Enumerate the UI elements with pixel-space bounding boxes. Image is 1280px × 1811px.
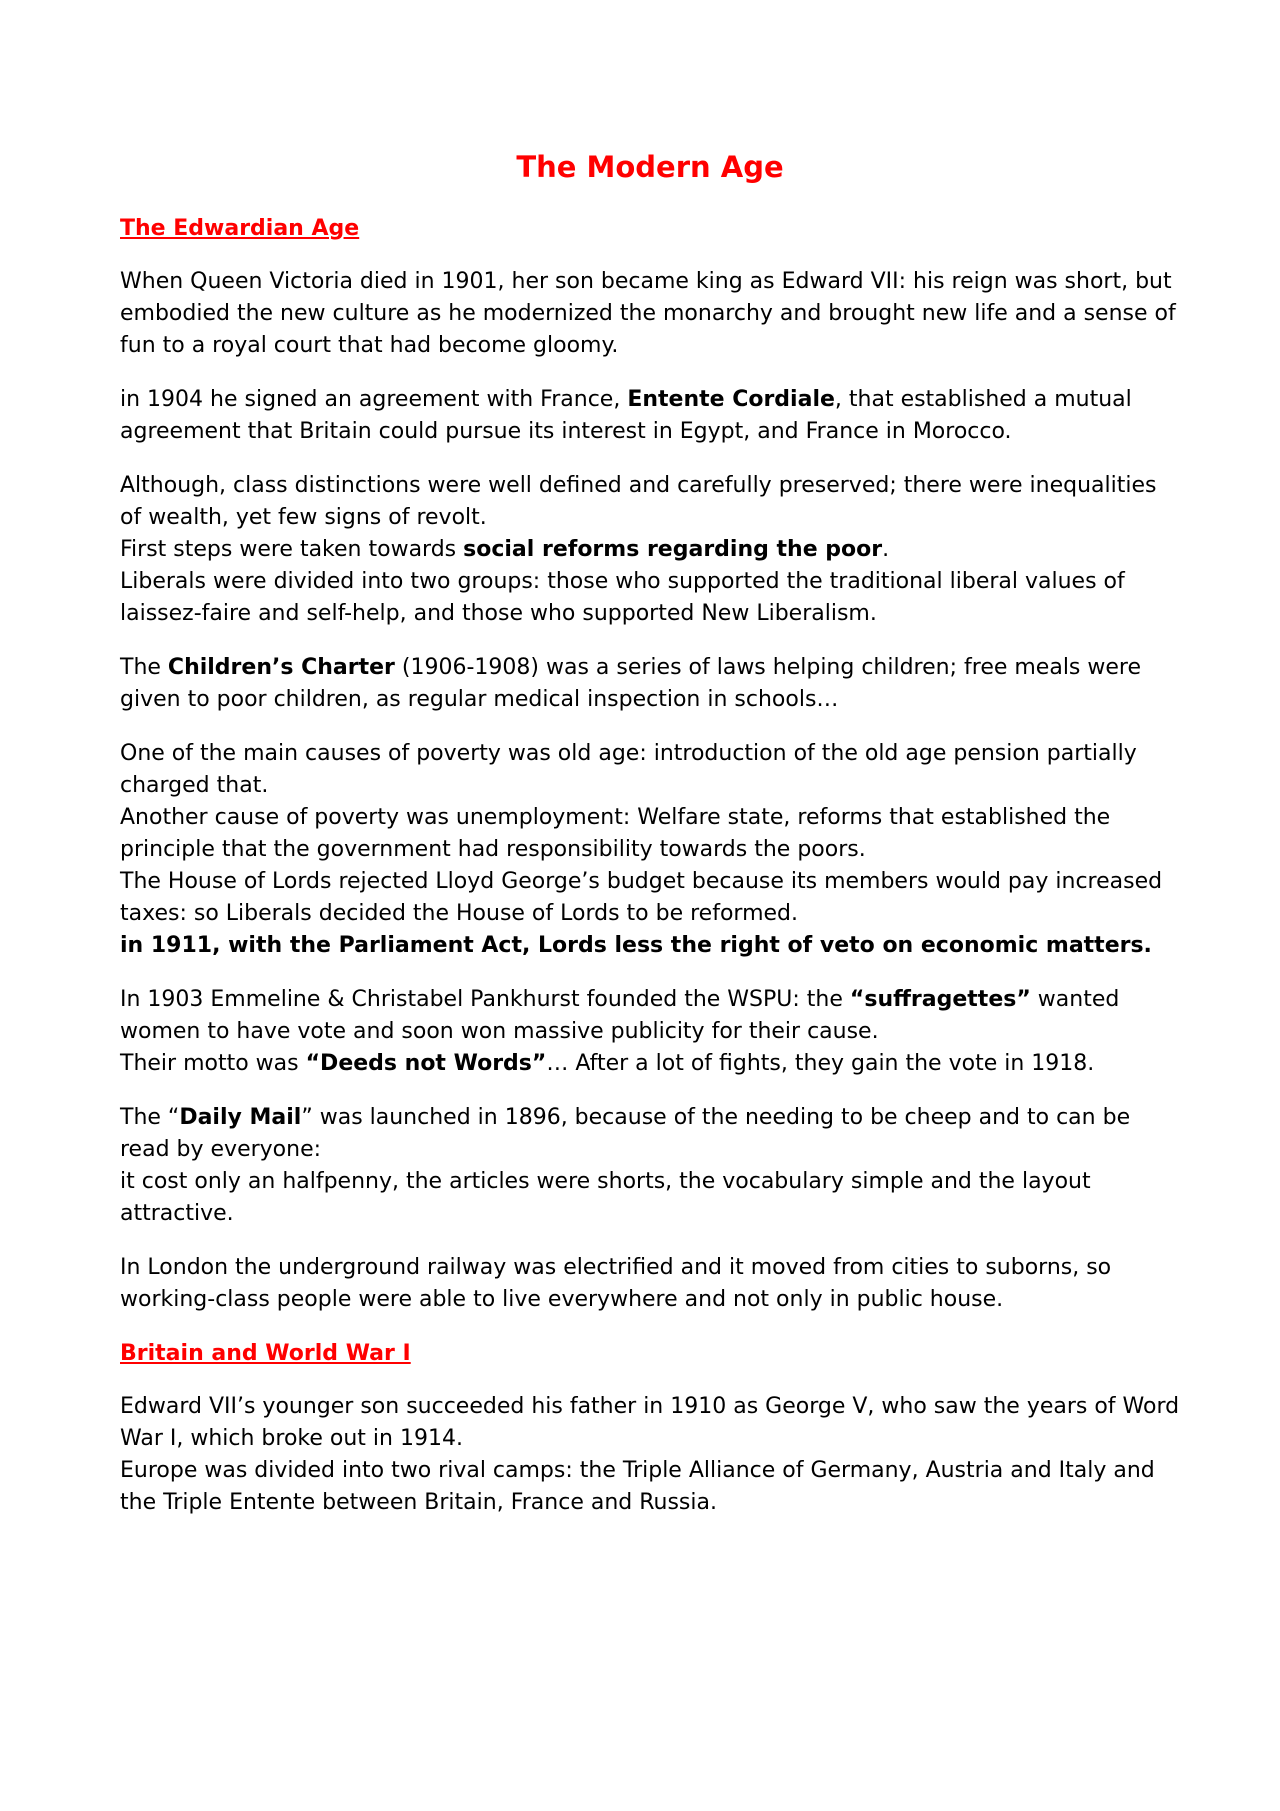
bold-text: in 1911, with the Parliament Act, Lords less the right of veto on economic matters.: [120, 933, 1152, 958]
bold-text: “Deeds not Words”: [305, 1051, 547, 1076]
section-heading: The Edwardian Age: [120, 216, 360, 241]
text-run: Their motto was: [120, 1051, 306, 1076]
paragraph: [120, 984, 1180, 1080]
text-run: One of the main causes of poverty was old age: introduction of the old age pension partially charged that.: [120, 741, 1137, 798]
paragraph: [120, 738, 1180, 962]
text-run: wanted women to have vote and soon won massive publicity for their cause.: [120, 987, 1120, 1044]
text-run: When Queen Victoria died in 1901, her son became king as Edward VII: his reign was short, but embodied the new culture as he modernized the monarchy and brought new life and a sense of fun to a royal court that had become gloomy.: [120, 269, 1176, 358]
text-run: First steps were taken towards: [120, 537, 464, 562]
text-run: The “: [120, 1105, 180, 1130]
text-run: In London the underground railway was electrified and it moved from cities to suborns, so working-class people were able to live everywhere and not only in public house.: [120, 1255, 1112, 1312]
text-run: it cost only an halfpenny, the articles were shorts, the vocabulary simple and the layout attractive.: [120, 1169, 1091, 1226]
text-run: (1906-1908) was a series of laws helping children; free meals were given to poor children, as regular medical inspection in schools…: [120, 655, 1142, 712]
text-run: Although, class distinctions were well defined and carefully preserved; there were inequalities of wealth, yet few signs of revolt.: [120, 473, 1157, 530]
text-run: Europe was divided into two rival camps: the Triple Alliance of Germany, Austria and Italy and the Triple Entente between Britain, France and Russia.: [120, 1458, 1155, 1515]
bold-text: “suffragettes”: [849, 987, 1031, 1012]
document-body: [120, 213, 1180, 1519]
document-page: [120, 145, 1180, 1541]
text-run: The: [120, 655, 168, 680]
section-heading: Britain and World War I: [120, 1341, 411, 1366]
text-run: ” was launched in 1896, because of the needing to be cheep and to can be read by everyone:: [120, 1105, 1131, 1162]
text-run: Edward VII’s younger son succeeded his father in 1910 as George V, who saw the years of Word War I, which broke out in 1914.: [120, 1394, 1180, 1451]
paragraph: [120, 266, 1180, 362]
paragraph: [120, 652, 1180, 716]
paragraph: [120, 1102, 1180, 1230]
text-run: Another cause of poverty was unemployment: Welfare state, reforms that established the principle that the government had responsibility towards the poors.: [120, 805, 1111, 862]
text-run: , that established a mutual agreement that Britain could pursue its interest in Egypt, and France in Morocco.: [120, 387, 1132, 444]
paragraph: [120, 1252, 1180, 1316]
paragraph: [120, 384, 1180, 448]
paragraph: [120, 470, 1180, 630]
text-run: Liberals were divided into two groups: those who supported the traditional liberal values of laissez-faire and self-help, and those who supported New Liberalism.: [120, 569, 1125, 626]
bold-text: Entente Cordiale: [627, 387, 835, 412]
text-run: In 1903 Emmeline & Christabel Pankhurst founded the WSPU: the: [120, 987, 850, 1012]
text-run: .: [882, 537, 890, 562]
text-run: … After a lot of fights, they gain the vote in 1918.: [546, 1051, 1095, 1076]
text-run: in 1904 he signed an agreement with France,: [120, 387, 628, 412]
bold-text: Daily Mail: [179, 1105, 302, 1130]
bold-text: Children’s Charter: [167, 655, 395, 680]
text-run: The House of Lords rejected Lloyd George’s budget because its members would pay increased taxes: so Liberals decided the House of Lords to be reformed.: [120, 869, 1163, 926]
bold-text: social reforms regarding the poor: [463, 537, 883, 562]
paragraph: [120, 1391, 1180, 1519]
document-title: The Modern Age: [516, 150, 784, 184]
